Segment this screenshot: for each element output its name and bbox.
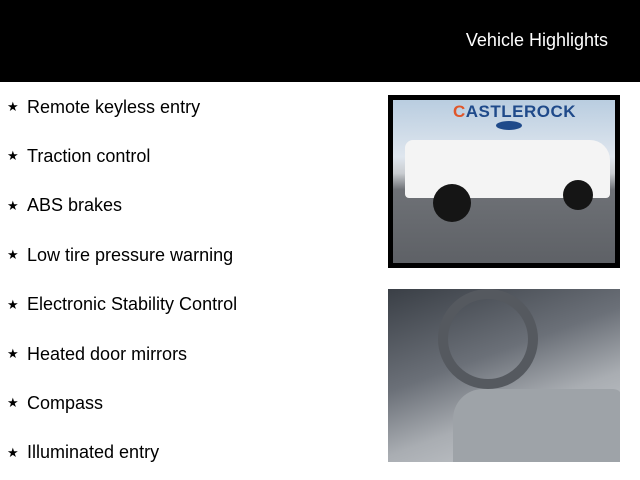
feature-item xyxy=(7,342,187,366)
page-title: Vehicle Highlights xyxy=(465,30,608,50)
feature-item xyxy=(7,194,122,218)
vehicle-interior-photo[interactable] xyxy=(388,289,620,462)
feature-label: Compass xyxy=(27,392,104,413)
feature-item xyxy=(7,95,200,119)
dealer-logo: CASTLEROCK xyxy=(453,102,577,121)
header-bar xyxy=(0,0,640,82)
star-icon: ★ xyxy=(7,395,19,411)
feature-item xyxy=(7,441,159,465)
star-icon: ★ xyxy=(7,346,19,361)
wheel xyxy=(433,184,471,222)
feature-label: Traction control xyxy=(27,145,151,166)
star-icon: ★ xyxy=(7,99,19,114)
star-icon: ★ xyxy=(7,444,19,460)
star-icon: ★ xyxy=(7,296,19,312)
feature-label: ABS brakes xyxy=(27,195,123,216)
feature-label: Heated door mirrors xyxy=(27,343,188,364)
star-icon: ★ xyxy=(7,247,19,263)
feature-item xyxy=(7,243,233,267)
feature-label: Electronic Stability Control xyxy=(27,294,238,315)
star-icon: ★ xyxy=(7,148,19,164)
ford-logo xyxy=(496,121,522,130)
feature-label: Illuminated entry xyxy=(27,442,160,463)
steering-wheel xyxy=(438,289,538,389)
seat xyxy=(453,389,620,462)
vehicle-exterior-photo[interactable] xyxy=(388,95,620,268)
wheel xyxy=(563,180,593,210)
feature-item xyxy=(7,293,237,317)
star-icon: ★ xyxy=(7,197,19,213)
feature-label: Remote keyless entry xyxy=(27,96,201,117)
feature-label: Low tire pressure warning xyxy=(27,244,234,265)
feature-item xyxy=(7,391,103,415)
feature-item xyxy=(7,144,150,168)
